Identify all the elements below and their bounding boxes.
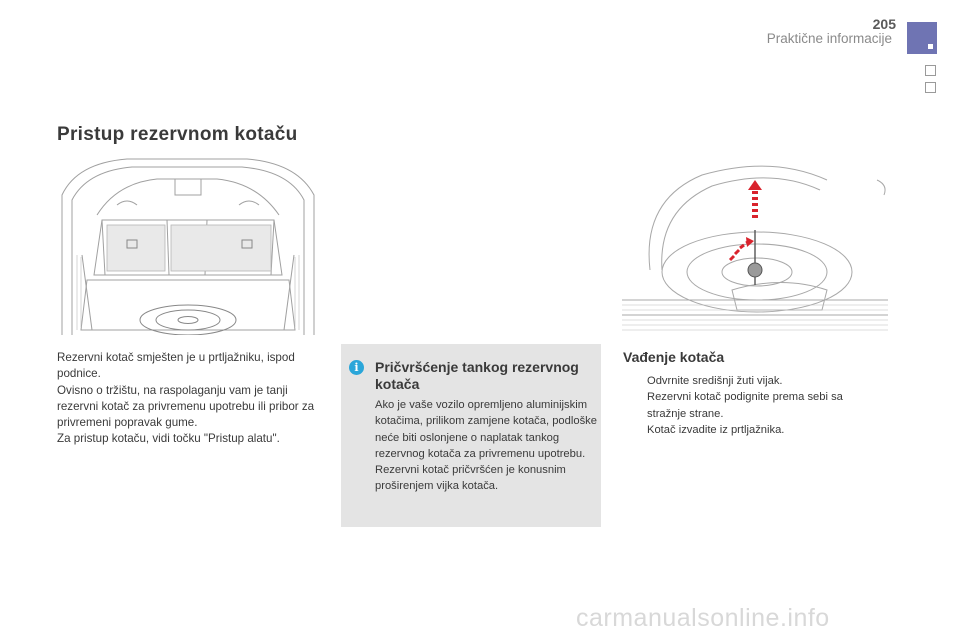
intro-text <box>57 350 327 448</box>
chapter-tab-box <box>925 82 936 93</box>
watermark: carmanualsonline.info <box>576 604 830 632</box>
step-text: Odvrnite središnji žuti vijak. <box>647 375 783 387</box>
chapter-tab-box <box>925 65 936 76</box>
list-item <box>623 373 883 389</box>
intro-paragraph: Rezervni kotač smješten je u prtljažniku, ispod podnice. <box>57 351 295 381</box>
info-box <box>341 344 601 527</box>
list-item <box>623 389 883 422</box>
section-name: Praktične informacije <box>766 31 892 46</box>
intro-paragraph: Za pristup kotaču, vidi točku "Pristup alatu". <box>57 432 280 446</box>
info-icon: i <box>349 360 364 375</box>
intro-paragraph: Ovisno o tržištu, na raspolaganju vam je tanji rezervni kotač za privremenu upotrebu ili pribor za privremeni popravak gume. <box>57 383 315 430</box>
step-text: Kotač izvadite iz prtljažnika. <box>647 423 785 436</box>
step-text: Rezervni kotač podignite prema sebi sa stražnje strane. <box>647 391 843 420</box>
list-item <box>623 422 883 438</box>
page-title: Pristup rezervnom kotaču <box>57 124 298 145</box>
spare-wheel-illustration <box>622 160 888 342</box>
trunk-illustration <box>57 155 319 335</box>
page-number: 205 <box>872 16 896 32</box>
info-box-body: Ako je vaše vozilo opremljeno aluminijskim kotačima, prilikom zamjene kotača, podloške neće biti oslonjene o naplatak tankog rezervnog kotača za privremenu upotrebu. Rezervni kotač pričvršćen je konusnim proširenjem vijka kotača. <box>375 399 597 493</box>
info-box-title: Pričvršćenje tankog rezervnog kotača <box>375 359 579 392</box>
arrow-up-icon <box>748 180 762 218</box>
rotate-arrow-icon <box>730 237 754 260</box>
section-heading: Vađenje kotača <box>623 349 725 365</box>
chapter-tab <box>907 22 937 54</box>
tab-dot <box>928 44 933 49</box>
steps-list <box>623 373 883 438</box>
